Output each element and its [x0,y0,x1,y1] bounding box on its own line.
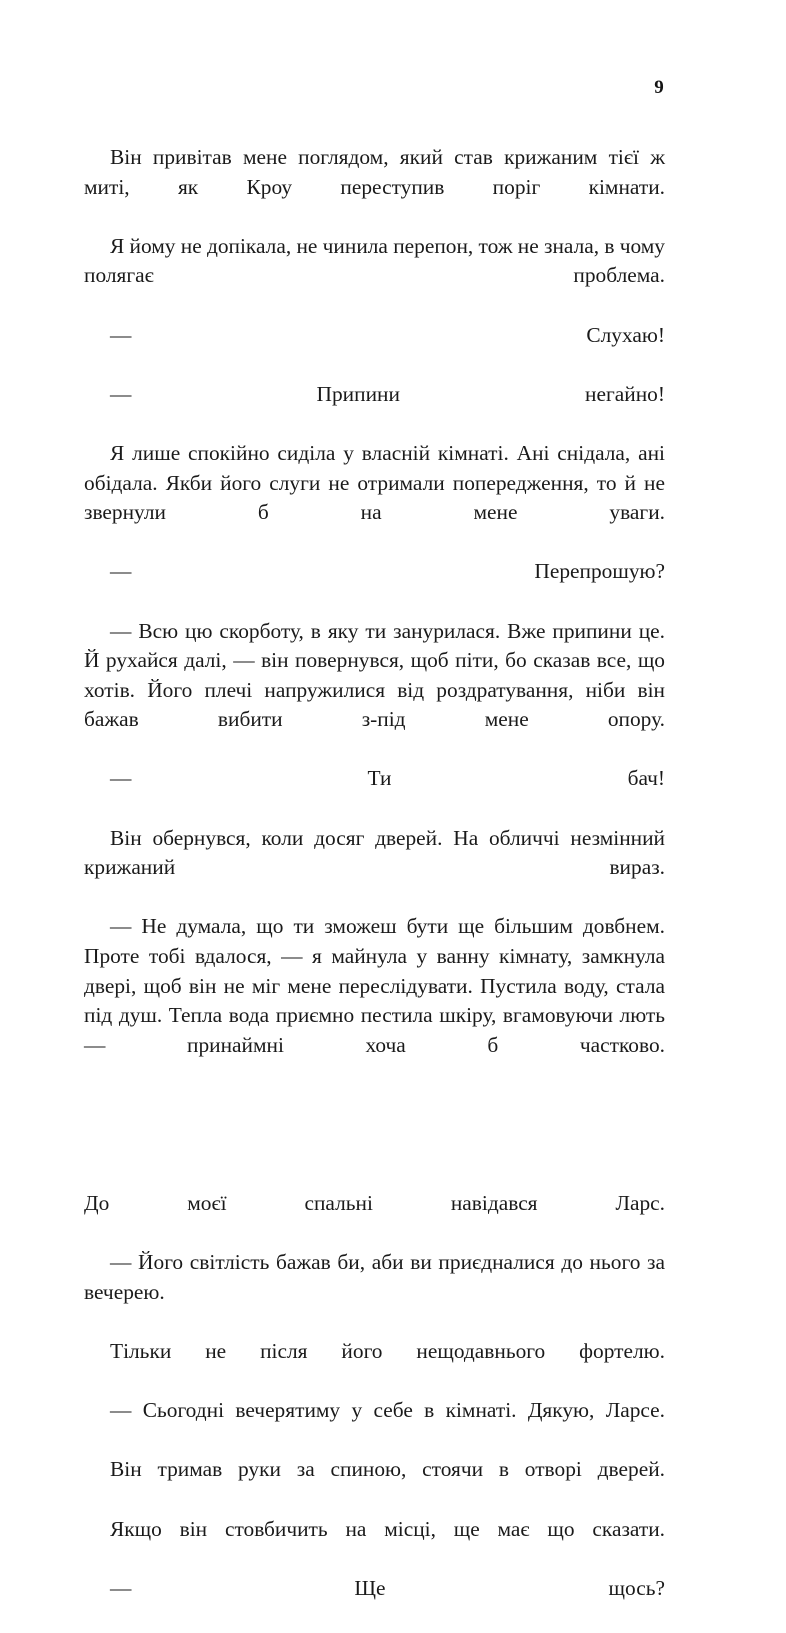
paragraph-dialogue: — Слухаю! [110,322,665,347]
paragraph-dialogue: — Ще щось? [110,1575,665,1600]
paragraph: Він тримав руки за спиною, стоячи в отворі дверей. [110,1457,665,1482]
paragraph: Я йому не допікала, не чинила перепон, тож не знала, в чому полягає проблема. [84,233,665,288]
page-number: 9 [654,77,664,98]
paragraph-dialogue: — Його світлість бажав би, аби ви приєдналися до нього за вечерею. [84,1250,665,1304]
paragraph: Тільки не після його нещодавнього фортелю. [110,1338,665,1363]
paragraph-dialogue: — Сьогодні вечерятиму у себе в кімнаті. Дякую, Ларсе. [110,1398,665,1423]
paragraph-dialogue: — Не думала, що ти зможеш бути ще більшим довбнем. Проте тобі вдалося, — я майнула у ванну кімнату, замкнула двері, щоб він не міг мене переслідувати. Пустила воду, стала під душ. Тепла вода приємно пестила шкіру, вгамовуючи лють — принаймні хоча б частково. [84,914,665,1057]
paragraph: Я лише спокійно сиділа у власній кімнаті. Ані снідала, ані обідала. Якби його слуги не отримали попередження, то й не звернули б на мене уваги. [84,440,665,525]
page-folio-area [84,78,664,98]
paragraph: Він обернувся, коли досяг дверей. На обличчі незмінний крижаний вираз. [84,825,665,880]
scene-break [84,1090,665,1189]
paragraph-dialogue: — Припини негайно! [110,381,665,406]
paragraph-dialogue: — Ти бач! [110,766,665,791]
page-text-block [84,143,665,1633]
paragraph: До моєї спальні навідався Ларс. [84,1191,665,1215]
text-section-1 [84,143,665,1090]
paragraph: Якщо він стовбичить на місці, ще має що сказати. [110,1516,665,1541]
text-section-2 [84,1189,665,1633]
paragraph-dialogue: — Всю цю скорботу, в яку ти занурилася. Вже припини це. Й рухайся далі, — він повернувся, щоб піти, бо сказав все, що хотів. Його плечі напружилися від роздратування, ніби він бажав вибити з-під мене опору. [84,618,665,732]
paragraph: Він привітав мене поглядом, який став крижаним тієї ж миті, як Кроу переступив поріг кімнати. [84,145,665,199]
paragraph-dialogue: — Перепрошую? [110,559,665,584]
